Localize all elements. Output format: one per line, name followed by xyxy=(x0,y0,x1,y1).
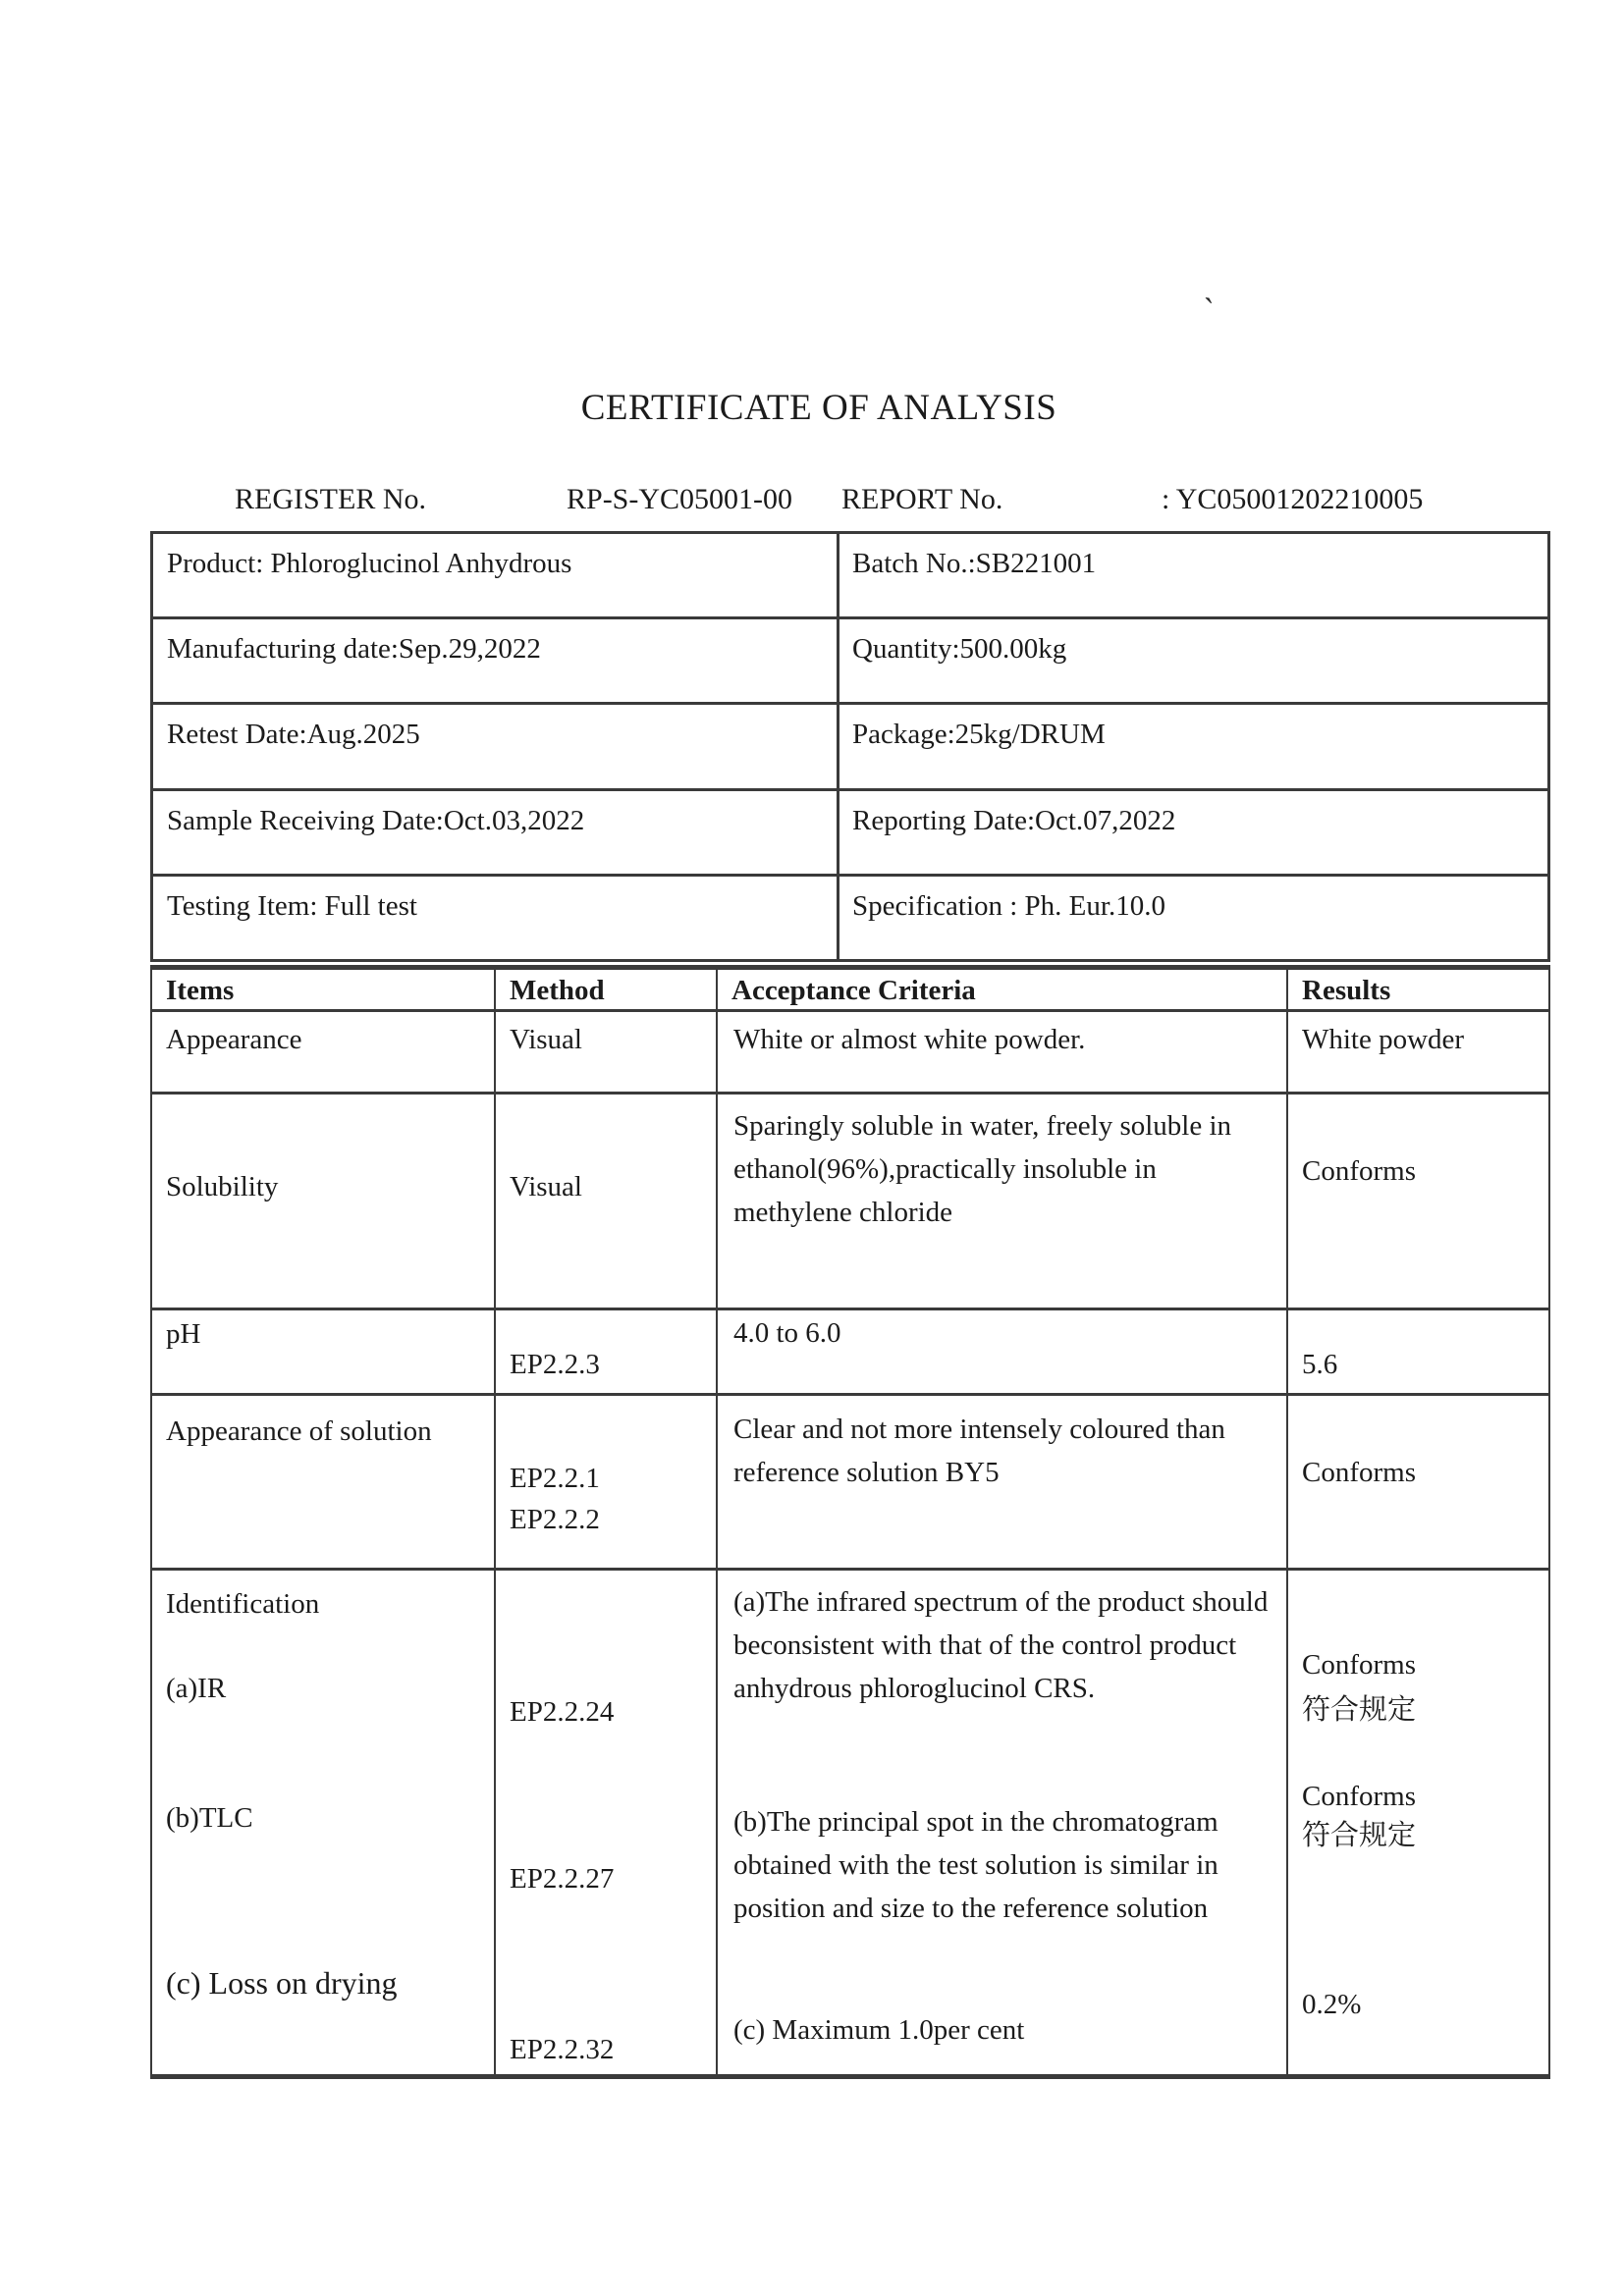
result-identification-a-en: Conforms xyxy=(1302,1649,1416,1681)
page-title: CERTIFICATE OF ANALYSIS xyxy=(580,388,1057,428)
results-header-row xyxy=(152,970,1548,1009)
table-row-appearance-of-solution xyxy=(152,1393,1548,1568)
report-no-value: : YC05001202210005 xyxy=(1162,483,1424,515)
item-solubility: Solubility xyxy=(166,1171,279,1202)
info-cell-reporting-date: Reporting Date:Oct.07,2022 xyxy=(852,805,1176,836)
scan-speck: ` xyxy=(1199,292,1216,330)
info-cell-package: Package:25kg/DRUM xyxy=(852,719,1106,750)
method-appearance-of-solution-1: EP2.2.1 xyxy=(510,1463,600,1494)
acceptance-identification-b: (b)The principal spot in the chromatogram obtained with the test solution is similar in position and size to the reference solution xyxy=(733,1806,1218,1924)
result-appearance-of-solution: Conforms xyxy=(1302,1457,1416,1488)
info-cell-product: Product: Phloroglucinol Anhydrous xyxy=(153,534,839,616)
column-header-results: Results xyxy=(1302,975,1391,1006)
acceptance-identification-c: (c) Maximum 1.0per cent xyxy=(733,2014,1025,2046)
info-cell-manufacturing-date: Manufacturing date:Sep.29,2022 xyxy=(153,619,839,702)
result-identification-b-cn: 符合规定 xyxy=(1302,1820,1417,1851)
table-row xyxy=(153,702,1547,788)
method-identification-a: EP2.2.24 xyxy=(510,1696,615,1728)
acceptance-appearance-of-solution: Clear and not more intensely coloured than reference solution BY5 xyxy=(733,1414,1225,1488)
item-identification: Identification xyxy=(166,1588,320,1620)
result-ph: 5.6 xyxy=(1302,1349,1338,1380)
results-table xyxy=(150,965,1550,2079)
acceptance-identification-a: (a)The infrared spectrum of the product should beconsistent with that of the control product anhydrous phloroglucinol CRS. xyxy=(733,1586,1269,1704)
result-appearance: White powder xyxy=(1302,1024,1465,1055)
table-row-identification xyxy=(152,1568,1548,2074)
item-identification-a-ir: (a)IR xyxy=(166,1673,227,1704)
table-row-appearance xyxy=(152,1009,1548,1092)
item-identification-c-loss-on-drying: (c) Loss on drying xyxy=(166,1965,398,2001)
result-identification-c: 0.2% xyxy=(1302,1989,1362,2020)
item-ph: pH xyxy=(166,1318,201,1350)
column-header-items: Items xyxy=(152,970,496,1009)
item-appearance-of-solution: Appearance of solution xyxy=(166,1415,432,1447)
result-identification-b-en: Conforms xyxy=(1302,1781,1416,1812)
report-no-label: REPORT No. xyxy=(841,483,1003,515)
method-appearance-of-solution-2: EP2.2.2 xyxy=(510,1504,600,1535)
table-row xyxy=(153,788,1547,874)
item-identification-b-tlc: (b)TLC xyxy=(166,1802,253,1834)
result-identification-a-cn: 符合规定 xyxy=(1302,1694,1417,1726)
table-row xyxy=(153,874,1547,959)
register-no-label: REGISTER No. xyxy=(235,483,426,515)
method-solubility: Visual xyxy=(510,1171,582,1202)
register-no-value: RP-S-YC05001-00 xyxy=(567,483,793,515)
table-row xyxy=(153,534,1547,616)
item-appearance: Appearance xyxy=(166,1024,302,1055)
table-row xyxy=(153,616,1547,702)
method-identification-c: EP2.2.32 xyxy=(510,2034,615,2065)
info-table xyxy=(150,531,1550,962)
column-header-method: Method xyxy=(496,970,718,1009)
info-cell-retest-date: Retest Date:Aug.2025 xyxy=(153,705,839,788)
info-cell-testing-item: Testing Item: Full test xyxy=(153,877,839,959)
info-cell-batch-no: Batch No.:SB221001 xyxy=(852,548,1097,579)
acceptance-solubility: Sparingly soluble in water, freely soluble in ethanol(96%),practically insoluble in methylene chloride xyxy=(733,1110,1232,1228)
info-cell-quantity: Quantity:500.00kg xyxy=(852,633,1067,665)
result-solubility: Conforms xyxy=(1302,1155,1416,1187)
method-identification-b: EP2.2.27 xyxy=(510,1863,615,1895)
acceptance-appearance: White or almost white powder. xyxy=(733,1024,1086,1055)
table-row-solubility xyxy=(152,1092,1548,1308)
info-cell-specification: Specification : Ph. Eur.10.0 xyxy=(852,890,1165,922)
method-ph: EP2.2.3 xyxy=(510,1349,600,1380)
method-appearance: Visual xyxy=(510,1024,582,1055)
acceptance-ph: 4.0 to 6.0 xyxy=(733,1317,841,1349)
column-header-acceptance-criteria: Acceptance Criteria xyxy=(718,970,1288,1009)
info-cell-sample-receiving-date: Sample Receiving Date:Oct.03,2022 xyxy=(153,791,839,874)
table-row-ph xyxy=(152,1308,1548,1393)
